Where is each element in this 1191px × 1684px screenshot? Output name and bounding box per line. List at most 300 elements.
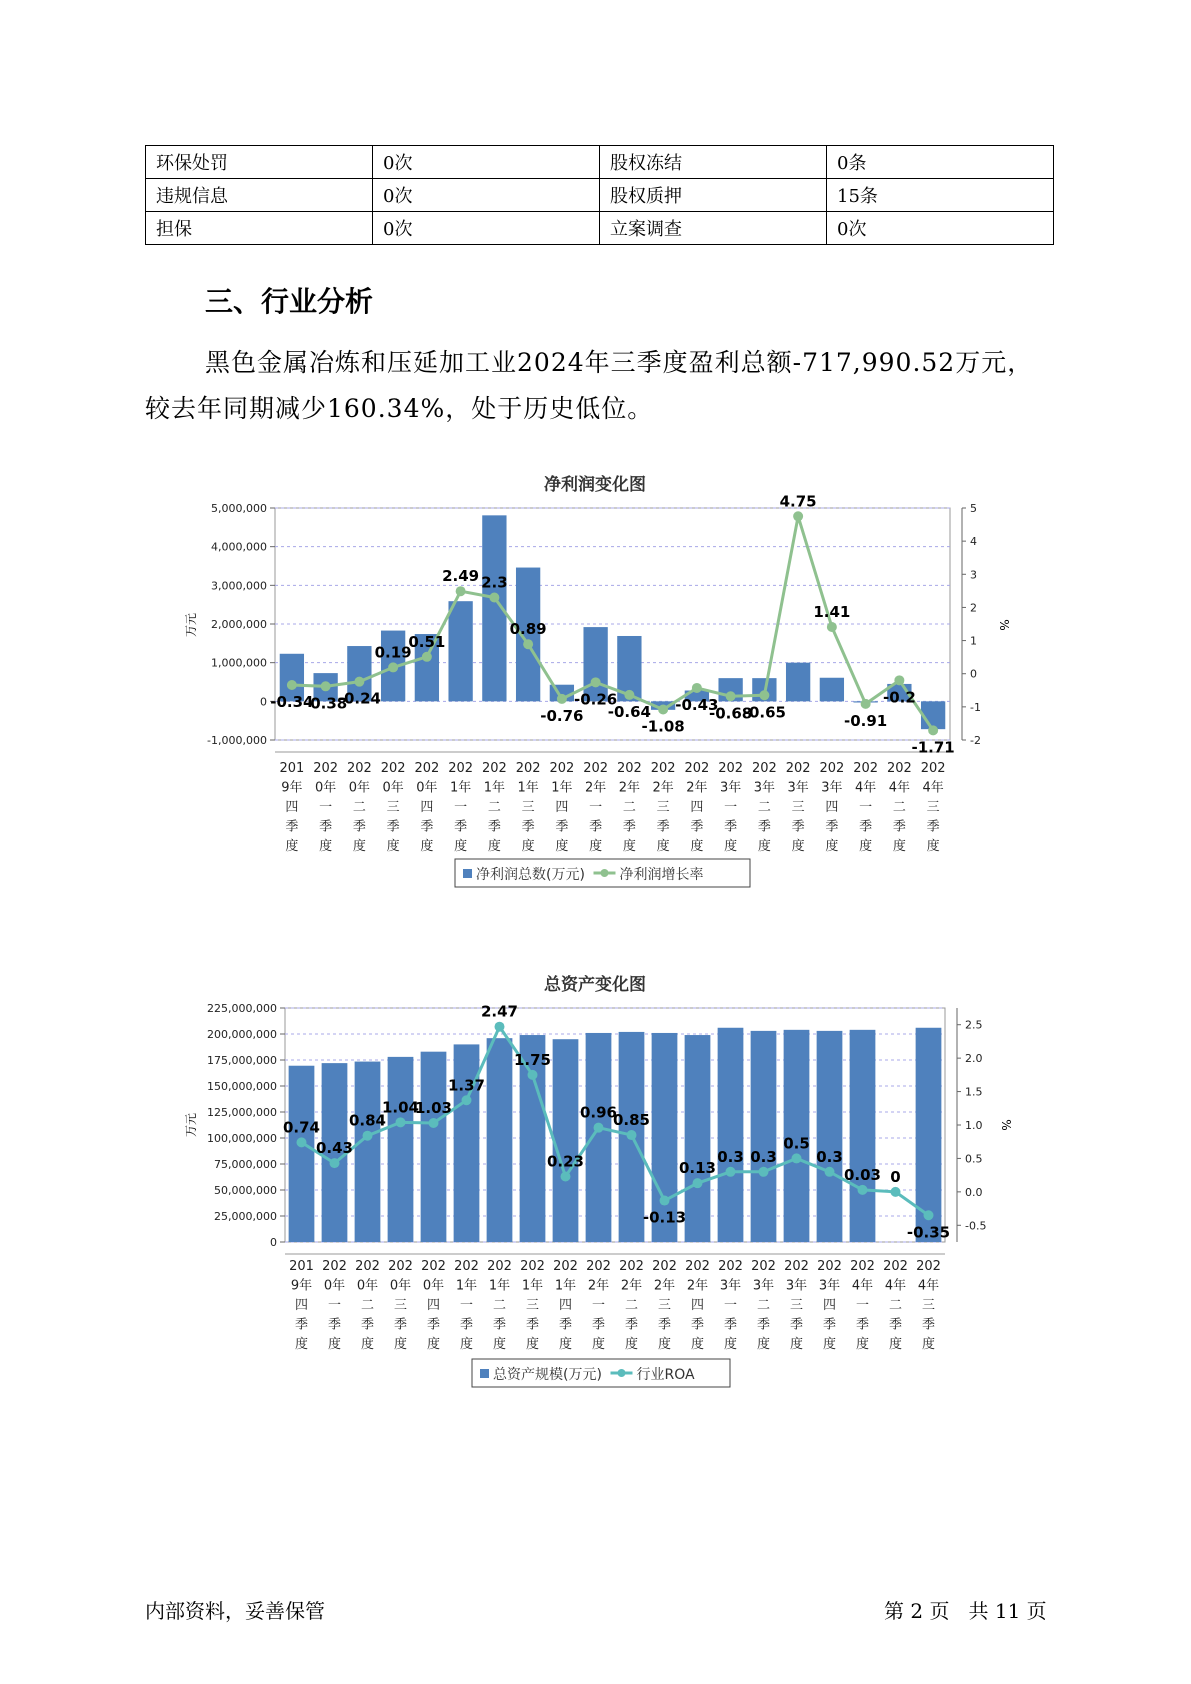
data-label: -1.08 [641,717,685,736]
x-tick-label-line: 2年 [620,1278,643,1294]
x-tick-label-line: 季 [622,819,636,835]
x-tick-label [617,761,642,854]
legend-label: 净利润增长率 [619,867,704,883]
x-tick-label-line: 度 [555,839,569,854]
line-point [354,677,364,687]
footer-confidential-note: 内部资料，妥善保管 [145,1599,325,1623]
data-label: -0.2 [882,688,916,707]
x-tick-label-line: 2年 [618,780,641,796]
data-label: 1.04 [381,1098,420,1117]
x-tick-label-line: 4年 [884,1278,907,1294]
y-axis-label: 万元 [184,1112,198,1138]
x-tick-label-line: 201 [279,761,305,776]
x-tick-label [752,761,777,854]
data-label: -0.38 [304,694,348,713]
line-point [330,1158,340,1168]
x-tick-label-line: 3年 [752,1278,775,1294]
x-tick-label [786,761,811,854]
table-cell: 15条 [827,179,1054,212]
x-tick-label [817,1259,842,1352]
table-cell: 0条 [827,146,1054,179]
x-tick-label-line: 202 [916,1259,941,1274]
data-label: -0.68 [709,704,753,723]
x-tick-label-line: 三 [657,1298,672,1313]
x-tick-label-line: 四 [558,1298,573,1313]
x-tick-label-line: 度 [656,839,670,854]
x-tick-label-line: 四 [825,800,839,815]
x-tick-label-line: 季 [420,819,434,835]
x-tick-label-line: 季 [360,1317,375,1333]
industry-analysis-paragraph: 黑色金属冶炼和压延加工业2024年三季度盈利总额-717,990.52万元，较去年同期减少160.34%，处于历史低位。 [145,348,1034,423]
x-tick-label-line: 202 [355,1259,380,1274]
x-tick-label-line: 202 [380,761,406,776]
data-label: 1.41 [813,602,851,621]
x-tick-label-line: 1年 [488,1278,511,1294]
line-point [429,1118,439,1128]
x-tick-label-line: 202 [685,1259,710,1274]
x-tick-label-line: 二 [757,800,771,815]
x-tick-label-line: 度 [386,839,400,854]
line-point [523,639,533,649]
line-point [456,586,466,596]
x-tick-label-line: 度 [360,1337,375,1352]
x-tick-label [388,1259,413,1352]
x-tick-label-line: 度 [492,1337,507,1352]
line-point [422,652,432,662]
line-point [297,1137,307,1147]
line-point [624,690,634,700]
x-tick-label [516,761,541,854]
x-tick-label-line: 202 [346,761,372,776]
x-tick-label [279,761,304,854]
data-label: 0.03 [843,1165,882,1184]
x-tick-label-line: 3年 [753,780,776,796]
x-tick-label [586,1259,611,1352]
x-tick-label [322,1259,347,1352]
y-tick-label: 50,000,000 [214,1184,277,1197]
x-tick-label [916,1259,941,1352]
data-label: 0.84 [348,1111,387,1130]
x-tick-label-line: 度 [723,1337,738,1352]
x-tick-label-line: 度 [690,839,704,854]
data-label: 0.74 [282,1118,321,1137]
x-tick-label-line: 0年 [422,1278,445,1294]
bar [289,1066,315,1242]
x-tick-label [583,761,608,854]
x-tick-label-line: 1年 [517,780,539,796]
x-tick-label [487,1259,512,1352]
data-label: -0.13 [642,1208,687,1227]
x-tick-label-line: 4年 [851,1278,874,1294]
table-row [146,212,1054,245]
legend [455,859,750,887]
x-tick-label-line: 四 [285,800,299,815]
x-tick-label-line: 三 [393,1298,408,1313]
legend [472,1359,730,1387]
y2-tick-label: -1 [970,700,981,714]
section-heading: 三、行业分析 [205,285,374,318]
x-tick-label-line: 季 [888,1317,903,1333]
bar [355,1062,381,1242]
bar [388,1057,414,1242]
bar [448,601,472,701]
line-point [759,1167,769,1177]
line-point [557,694,567,704]
x-tick-label-line: 三 [921,1298,936,1313]
x-tick-label [652,1259,677,1352]
risk-info-table [145,145,1054,245]
x-tick-label [883,1259,908,1352]
line-point [825,1167,835,1177]
x-tick-label-line: 202 [414,761,440,776]
x-tick-label-line: 202 [322,1259,347,1274]
x-tick-label-line: 202 [448,761,474,776]
x-tick-label-line: 季 [855,1317,870,1333]
legend-label: 行业ROA [636,1367,695,1383]
x-tick-label [850,1259,875,1352]
x-tick-label [718,1259,743,1352]
x-tick-label-line: 202 [388,1259,413,1274]
table-cell: 0次 [373,179,600,212]
line-point [793,511,803,521]
line-point [858,1185,868,1195]
x-tick-label-line: 202 [817,1259,842,1274]
x-tick-label [685,1259,710,1352]
y2-tick-label: -0.5 [965,1219,987,1233]
x-tick-label-line: 0年 [314,780,337,796]
y-tick-label: 25,000,000 [214,1210,277,1223]
data-label: -0.76 [540,706,584,725]
x-tick-label-line: 度 [558,1337,573,1352]
x-tick-label-line: 202 [684,761,710,776]
x-tick-label [684,761,709,854]
y2-tick-label: 5 [970,502,977,515]
x-tick-label-line: 度 [393,1337,408,1352]
x-tick-label [454,1259,479,1352]
x-tick-label-line: 202 [515,761,541,776]
x-tick-label-line: 202 [652,1259,677,1274]
x-tick-label-line: 202 [718,1259,743,1274]
table-row [146,179,1054,212]
x-tick-label-line: 度 [294,1337,309,1352]
x-tick-label-line: 季 [825,819,839,835]
x-tick-label-line: 202 [616,761,642,776]
y-tick-label: 0 [270,1236,277,1249]
x-tick-label-line: 202 [784,1259,809,1274]
bar [454,1044,480,1242]
x-tick-label-line: 度 [825,839,839,854]
x-tick-label-line: 1年 [449,780,472,796]
x-tick-label-line: 202 [819,761,845,776]
x-tick-label-line: 202 [619,1259,644,1274]
x-tick-label-line: 202 [718,761,744,776]
x-tick-label-line: 季 [723,1317,738,1333]
line-point [462,1095,472,1105]
x-tick-label-line: 3年 [785,1278,808,1294]
x-tick-label-line: 202 [454,1259,479,1274]
line-point [693,1178,703,1188]
x-tick-label-line: 度 [521,839,535,854]
data-label: -0.35 [906,1223,951,1242]
y2-tick-label: 0 [970,667,977,681]
line-point [591,677,601,687]
table-cell: 担保 [146,212,373,245]
x-tick-label-line: 三 [525,1298,540,1313]
x-tick-label-line: 一 [589,800,603,815]
line-point [528,1070,538,1080]
x-tick-label [520,1259,545,1352]
x-tick-label-line: 季 [386,819,400,835]
y2-tick-label: -2 [970,734,981,747]
x-tick-label [414,761,439,854]
x-tick-label [381,761,406,854]
y-tick-label: 75,000,000 [214,1158,277,1171]
x-tick-label-line: 2年 [584,780,607,796]
y-tick-label: 150,000,000 [207,1080,277,1093]
bar [850,1030,876,1242]
y-axis-label: 万元 [184,612,198,638]
data-label: 1.37 [447,1076,486,1095]
x-tick-label-line: 202 [850,1259,875,1274]
x-tick-label-line: 0年 [356,1278,379,1294]
x-tick-label-line: 0年 [389,1278,412,1294]
x-tick-label-line: 202 [883,1259,908,1274]
line-point [827,622,837,632]
x-tick-label-line: 202 [751,761,777,776]
x-tick-label-line: 202 [650,761,676,776]
x-tick-label-line: 4年 [922,780,944,796]
data-label: 2.49 [442,567,480,586]
x-tick-label-line: 季 [859,819,873,835]
x-tick-label-line: 1年 [483,780,506,796]
x-tick-label-line: 3年 [719,1278,742,1294]
x-tick-label-line: 二 [360,1298,375,1313]
data-label: 0.13 [678,1159,717,1178]
x-tick-label-line: 二 [756,1298,771,1313]
x-tick-label-line: 季 [285,819,299,835]
x-tick-label-line: 度 [822,1337,837,1352]
x-tick-label-line: 一 [855,1298,870,1313]
line-point [561,1171,571,1181]
y2-tick-label: 3 [970,568,977,582]
data-label: 0.19 [374,643,412,662]
x-tick-label-line: 季 [393,1317,408,1333]
x-tick-label [549,761,574,854]
y2-axis-label: % [997,619,1011,631]
x-tick-label [313,761,338,854]
x-tick-label-line: 1年 [554,1278,577,1294]
data-label: -0.26 [574,690,618,709]
x-tick-label-line: 一 [724,800,738,815]
y2-tick-label: 1.0 [965,1119,983,1132]
x-tick-label-line: 四 [690,1298,705,1313]
x-tick-label-line: 季 [789,1317,804,1333]
legend-label: 净利润总数(万元) [476,867,585,883]
bar [421,1052,447,1242]
x-tick-label [784,1259,809,1352]
y2-axis-label: % [999,1119,1013,1131]
legend-label: 总资产规模(万元) [493,1367,602,1383]
line-point [363,1131,373,1141]
x-tick-label [448,761,473,854]
x-tick-label-line: 度 [789,1337,804,1352]
table-cell: 环保处罚 [146,146,373,179]
x-tick-label-line: 度 [454,839,468,854]
data-label: 1.03 [414,1098,453,1117]
x-tick-label-line: 度 [327,1337,342,1352]
x-tick-label [819,761,844,854]
x-tick-label-line: 季 [327,1317,342,1333]
x-tick-label-line: 202 [421,1259,446,1274]
data-label: 0.96 [579,1103,618,1122]
line-point [928,725,938,735]
x-tick-label-line: 度 [420,839,434,854]
data-label: 0.3 [750,1147,777,1166]
x-tick-label-line: 三 [926,800,940,815]
y-tick-label: 100,000,000 [207,1132,277,1145]
bar [786,663,810,702]
x-tick-label-line: 度 [888,1337,903,1352]
line-point [489,592,499,602]
x-tick-label-line: 4年 [917,1278,940,1294]
data-label: -1.71 [911,738,955,757]
bar [751,1031,777,1242]
data-label: 0.23 [546,1152,585,1171]
x-tick-label-line: 季 [624,1317,639,1333]
data-label: 4.75 [779,492,817,511]
x-tick-label [651,761,676,854]
x-tick-label-line: 四 [555,800,569,815]
x-tick-label-line: 2年 [653,1278,676,1294]
x-tick-label-line: 季 [454,819,468,835]
table-row [146,146,1054,179]
x-tick-label [718,761,743,854]
x-tick-label-line: 1年 [455,1278,478,1294]
data-label: 0.85 [612,1111,651,1130]
y-tick-label: 5,000,000 [211,502,267,515]
x-tick-label-line: 度 [892,839,906,854]
x-tick-label-line: 二 [492,1298,507,1313]
data-label: 0.5 [783,1134,810,1153]
line-point [396,1117,406,1127]
data-label: 0.89 [509,620,547,639]
data-label: 0.3 [816,1147,843,1166]
x-tick-label-line: 0年 [323,1278,346,1294]
x-tick-label-line: 度 [525,1337,540,1352]
x-tick-label-line: 度 [657,1337,672,1352]
y2-tick-label: 2.5 [965,1018,983,1032]
y2-tick-label: 0.0 [965,1185,983,1199]
x-tick-label-line: 度 [319,839,333,854]
x-tick-label-line: 二 [352,800,366,815]
x-tick-label-line: 1年 [551,780,573,796]
line-point [287,680,297,690]
y2-tick-label: 2.0 [965,1052,983,1066]
total-assets-chart [0,960,1191,1420]
x-tick-label-line: 一 [454,800,468,815]
x-tick-label-line: 一 [859,800,873,815]
line-point [726,691,736,701]
line-point [894,675,904,685]
x-tick-label-line: 202 [586,1259,611,1274]
x-tick-label-line: 季 [525,1317,540,1333]
x-tick-label-line: 0年 [382,780,404,796]
x-tick-label-line: 3年 [821,780,843,796]
x-tick-label [355,1259,380,1352]
x-tick-label-line: 季 [319,819,333,835]
line-point [792,1153,802,1163]
x-tick-label-line: 0年 [416,780,438,796]
x-tick-label-line: 度 [459,1337,474,1352]
data-label: 2.3 [481,573,508,592]
x-tick-label-line: 季 [492,1317,507,1333]
data-label: 2.47 [480,1002,519,1021]
x-tick-label-line: 一 [723,1298,738,1313]
x-tick-label-line: 度 [352,839,366,854]
line-point [594,1123,604,1133]
x-tick-label-line: 季 [352,819,366,835]
x-tick-label-line: 4年 [854,780,877,796]
line-point [759,690,769,700]
x-tick-label [619,1259,644,1352]
y2-tick-label: 4 [970,535,977,549]
y-tick-label: -1,000,000 [207,734,267,747]
legend-bar-swatch [480,1369,489,1378]
x-tick-label-line: 度 [285,839,299,854]
x-tick-label-line: 季 [591,1317,606,1333]
x-tick-label-line: 度 [855,1337,870,1352]
line-point [495,1022,505,1032]
x-tick-label-line: 1年 [521,1278,544,1294]
x-tick-label-line: 季 [757,819,771,835]
x-tick-label-line: 季 [487,819,501,835]
x-tick-label-line: 季 [656,819,670,835]
x-tick-label-line: 季 [791,819,805,835]
x-tick-label [347,761,372,854]
x-tick-label-line: 季 [690,1317,705,1333]
data-label: 0.51 [408,632,446,651]
table-cell: 股权质押 [600,179,827,212]
line-point [924,1210,934,1220]
y-tick-label: 0 [260,695,267,709]
x-tick-label [921,761,946,854]
y-tick-label: 2,000,000 [211,618,267,631]
x-tick-label-line: 三 [386,800,400,815]
legend-bar-swatch [463,869,472,878]
x-tick-label-line: 201 [289,1259,314,1274]
x-tick-label-line: 季 [521,819,535,835]
chart-title: 净利润变化图 [544,475,646,495]
table-cell: 0次 [373,146,600,179]
x-tick-label-line: 度 [624,1337,639,1352]
x-tick-label-line: 一 [327,1298,342,1313]
x-tick-label-line: 二 [487,800,501,815]
data-label: -0.64 [607,702,651,721]
x-tick-label-line: 度 [926,839,940,854]
x-tick-label-line: 2年 [652,780,674,796]
data-label: -0.24 [337,689,381,708]
x-tick-label-line: 202 [549,761,575,776]
x-tick-label-line: 度 [921,1337,936,1352]
y-tick-label: 4,000,000 [211,540,267,554]
x-tick-label [421,1259,446,1352]
x-tick-label [289,1259,314,1352]
x-tick-label-line: 202 [751,1259,776,1274]
x-tick-label-line: 季 [459,1317,474,1333]
bar [820,678,844,702]
x-tick-label-line: 度 [756,1337,771,1352]
y-tick-label: 1,000,000 [211,656,267,670]
